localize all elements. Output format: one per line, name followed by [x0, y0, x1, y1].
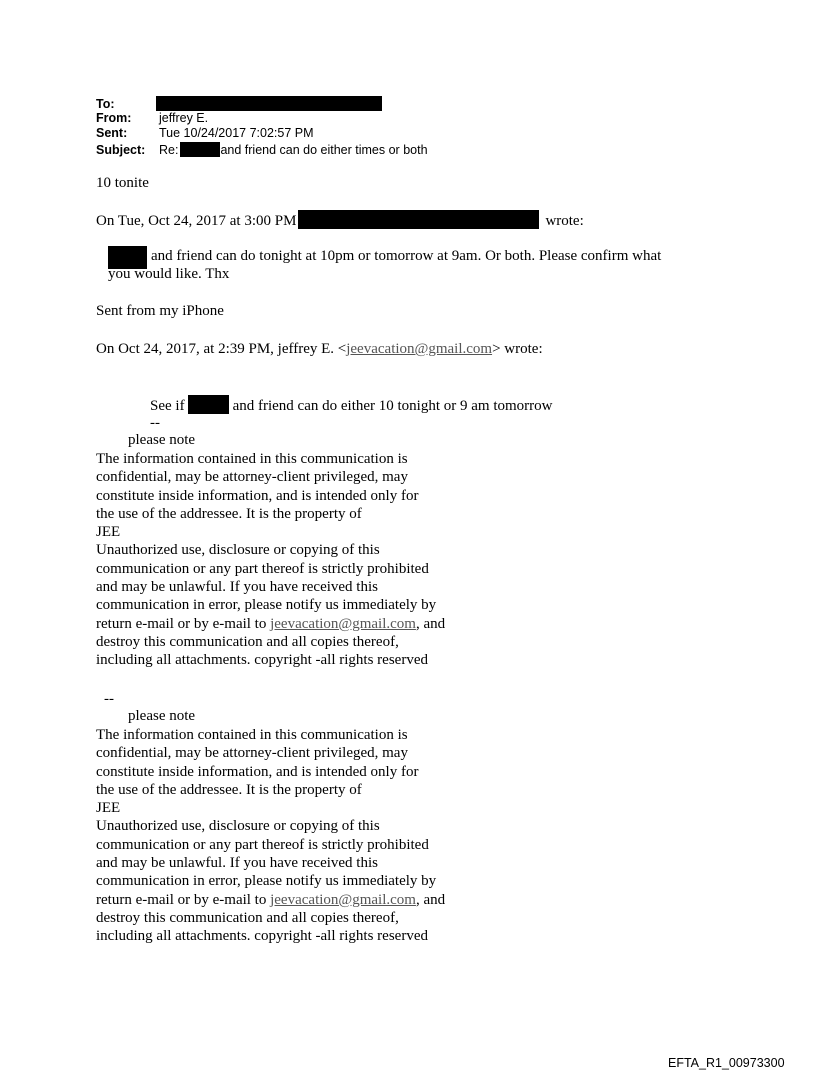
reply-text: 10 tonite [96, 175, 149, 191]
subject-text: and friend can do either times or both [220, 143, 428, 157]
quote1-line2: you would like. Thx [108, 266, 230, 282]
to-label: To: [96, 97, 115, 111]
disclaimer-line: including all attachments. copyright -all rights reserved [96, 652, 428, 669]
to-row [96, 96, 382, 112]
disclaimer-line: and may be unlawful. If you have received this [96, 855, 378, 872]
redaction-block [298, 210, 539, 229]
disclaimer-line: the use of the addressee. It is the property of [96, 781, 362, 798]
quote2-rest: and friend can do either 10 tonight or 9 am tomorrow [232, 398, 553, 414]
disclaimer-line: constitute inside information, and is intended only for [96, 763, 419, 780]
quote1-line1: and friend can do tonight at 10pm or tomorrow at 9am. Or both. Please confirm what [151, 248, 662, 264]
disclaimer-line: The information contained in this communication is [96, 451, 408, 467]
disclaimer-line: Unauthorized use, disclosure or copying of this [96, 818, 380, 835]
disclaimer-line [96, 615, 445, 633]
disclaimer-line [96, 891, 445, 909]
disclaimer-return-suffix: , and [415, 615, 446, 632]
disclaimer-return-prefix: return e-mail or by e-mail to [96, 891, 271, 908]
sent-row [96, 126, 314, 141]
disclaimer-line: destroy this communication and all copies thereof, [96, 633, 399, 650]
quote1-intro: On Tue, Oct 24, 2017 at 3:00 PM [96, 213, 297, 229]
disclaimer-email-link[interactable]: jeevacation@gmail.com [270, 615, 416, 632]
disclaimer-line: The information contained in this communication is [96, 727, 408, 743]
from-row [96, 111, 208, 126]
quote2-intro: On Oct 24, 2017, at 2:39 PM, jeffrey E. < [96, 341, 347, 357]
from-label: From: [96, 111, 132, 125]
disclaimer-line: destroy this communication and all copies thereof, [96, 909, 399, 926]
disclaimer-line: communication or any part thereof is strictly prohibited [96, 560, 429, 577]
quote2-see-if: See if [150, 398, 185, 414]
disclaimer-return-suffix: , and [415, 891, 446, 908]
disclaimer-line: confidential, may be attorney-client privileged, may [96, 469, 408, 486]
quote1-header [96, 210, 584, 230]
sent-value: Tue 10/24/2017 7:02:57 PM [159, 126, 314, 140]
disclaimer-block [96, 450, 445, 670]
disclaimer-line: JEE [96, 524, 121, 541]
quote2-wrote: > wrote: [492, 341, 543, 357]
please-note: please note [128, 432, 196, 448]
disclaimer-line: including all attachments. copyright -all rights reserved [96, 928, 428, 945]
disclaimer-line: communication or any part thereof is strictly prohibited [96, 836, 429, 853]
disclaimer-line: JEE [96, 800, 121, 817]
quote2-header [96, 340, 543, 358]
disclaimer-line: communication in error, please notify us immediately by [96, 597, 437, 614]
email-link[interactable]: jeevacation@gmail.com [346, 341, 493, 357]
disclaimer-block-2 [96, 726, 445, 946]
redaction-block [180, 142, 220, 157]
quote2-line [150, 395, 553, 415]
quote1-wrote: wrote: [545, 213, 584, 229]
please-note-2: please note [128, 708, 196, 724]
disclaimer-email-link[interactable]: jeevacation@gmail.com [270, 891, 416, 908]
sent-label: Sent: [96, 126, 128, 140]
sig-dash: -- [150, 415, 160, 431]
disclaimer-line: communication in error, please notify us immediately by [96, 873, 437, 890]
disclaimer-return-prefix: return e-mail or by e-mail to [96, 615, 271, 632]
disclaimer-line: constitute inside information, and is intended only for [96, 487, 419, 504]
disclaimer-line: and may be unlawful. If you have received this [96, 579, 378, 596]
disclaimer-line: the use of the addressee. It is the property of [96, 505, 362, 522]
from-value: jeffrey E. [159, 111, 209, 125]
subject-label: Subject: [96, 143, 146, 157]
subject-row [96, 142, 428, 158]
sig-dash-2: -- [104, 691, 114, 707]
document-id: EFTA_R1_00973300 [668, 1056, 785, 1070]
disclaimer-line: confidential, may be attorney-client privileged, may [96, 745, 408, 762]
subject-prefix: Re: [159, 143, 179, 157]
disclaimer-line: Unauthorized use, disclosure or copying of this [96, 542, 380, 559]
redaction-block [156, 96, 382, 111]
sent-from-text: Sent from my iPhone [96, 303, 224, 319]
redaction-block [188, 395, 229, 414]
